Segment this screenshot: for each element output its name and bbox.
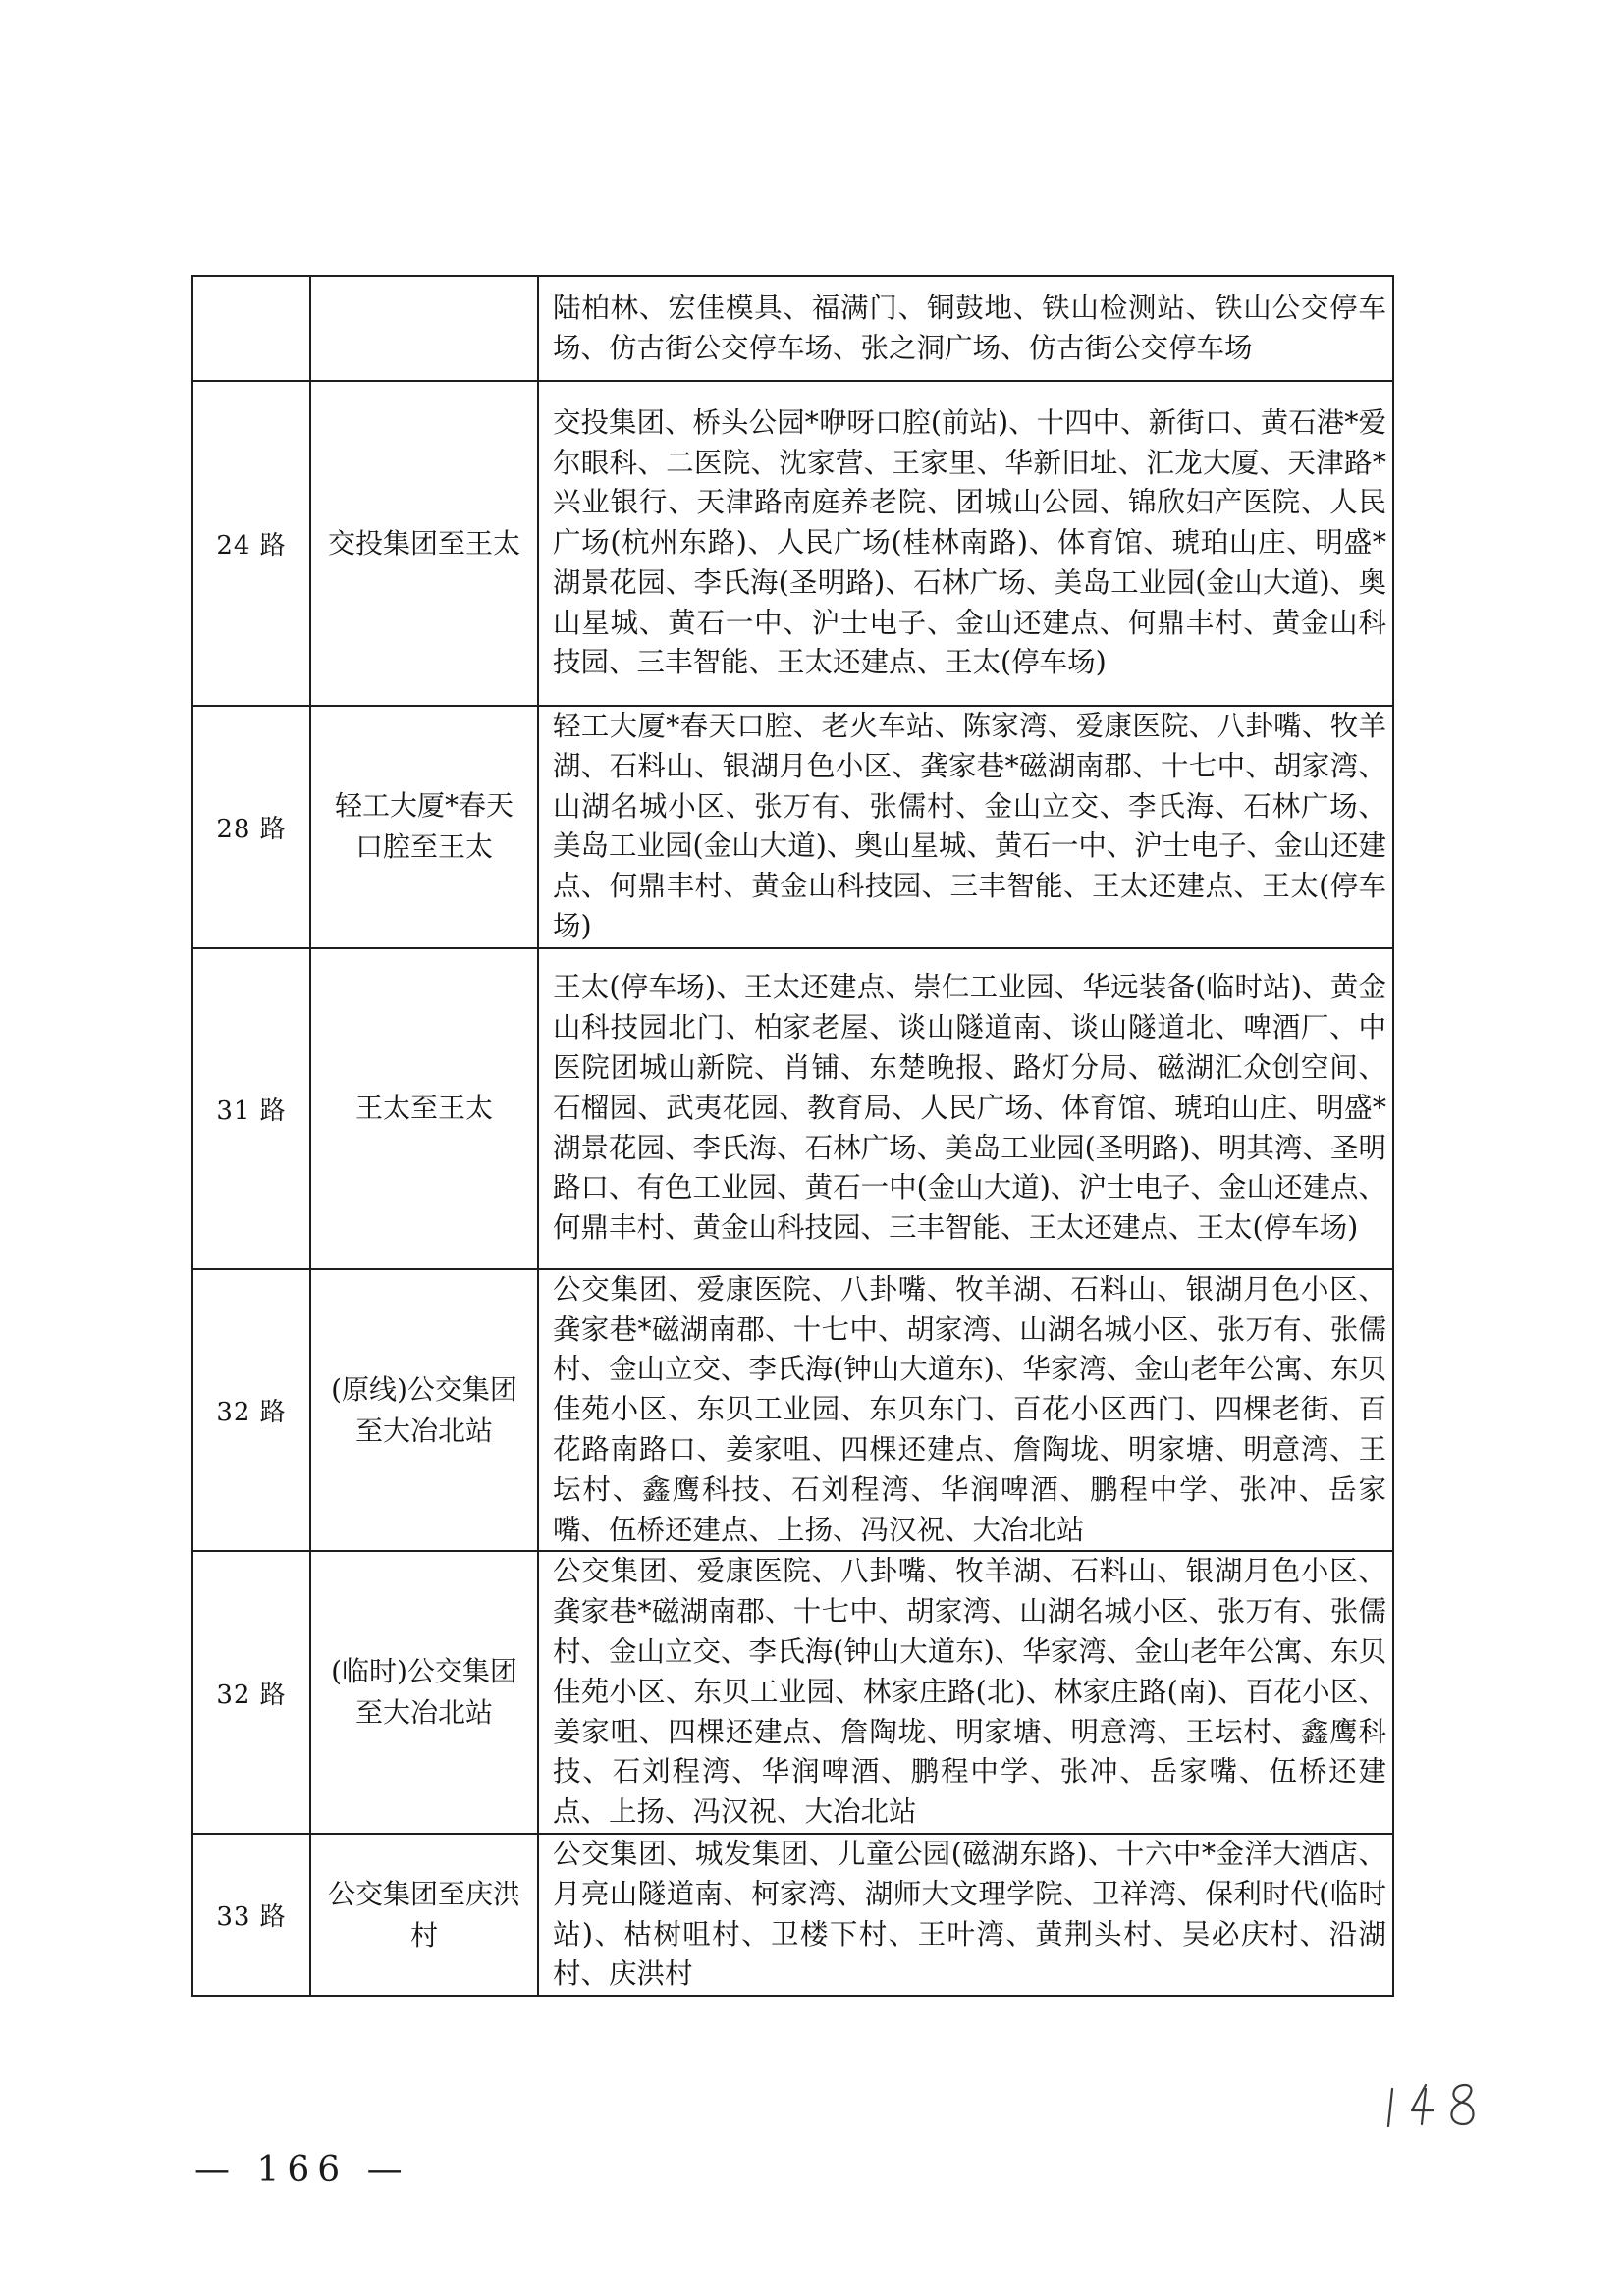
table-row [192,1551,1393,1834]
route-stops-cell: 公交集团、城发集团、儿童公园(磁湖东路)、十六中*金洋大酒店、月亮山隧道南、柯家湾、湖师大文理学院、卫祥湾、保利时代(临时站)、枯树咀村、卫楼下村、王叶湾、黄荆头村、吴必庆村、沿湖村、庆洪村 [538,1834,1393,1996]
route-name-cell: (临时)公交集团至大冶北站 [310,1551,538,1834]
route-name-cell: (原线)公交集团至大冶北站 [310,1269,538,1552]
route-stops-cell: 公交集团、爱康医院、八卦嘴、牧羊湖、石料山、银湖月色小区、龚家巷*磁湖南郡、十七中、胡家湾、山湖名城小区、张万有、张儒村、金山立交、李氏海(钟山大道东)、华家湾、金山老年公寓、东贝佳苑小区、东贝工业园、林家庄路(北)、林家庄路(南)、百花小区、姜家咀、四棵还建点、詹陶垅、明家塘、明意湾、王坛村、鑫鹰科技、石刘程湾、华润啤酒、鹏程中学、张冲、岳家嘴、伍桥还建点、上扬、冯汉祝、大冶北站 [538,1551,1393,1834]
page-number: — 166 — [194,2150,410,2190]
table-row [192,1269,1393,1552]
bus-route-table [191,275,1394,1997]
table-row [192,706,1393,948]
handwritten-page-number [1382,2079,1490,2130]
route-stops-cell: 公交集团、爱康医院、八卦嘴、牧羊湖、石料山、银湖月色小区、龚家巷*磁湖南郡、十七中、胡家湾、山湖名城小区、张万有、张儒村、金山立交、李氏海(钟山大道东)、华家湾、金山老年公寓、东贝佳苑小区、东贝工业园、东贝东门、百花小区西门、四棵老街、百花路南路口、姜家咀、四棵还建点、詹陶垅、明家塘、明意湾、王坛村、鑫鹰科技、石刘程湾、华润啤酒、鹏程中学、张冲、岳家嘴、伍桥还建点、上扬、冯汉祝、大冶北站 [538,1269,1393,1552]
table-row [192,1834,1393,1996]
route-number-cell [192,276,310,381]
route-number-cell: 33 路 [192,1834,310,1996]
route-name-cell: 公交集团至庆洪村 [310,1834,538,1996]
route-name-cell: 王太至王太 [310,948,538,1269]
table-row [192,381,1393,706]
route-number-cell: 28 路 [192,706,310,948]
table-row [192,948,1393,1269]
route-name-cell: 交投集团至王太 [310,381,538,706]
table-row [192,276,1393,381]
route-number-cell: 32 路 [192,1269,310,1552]
route-name-cell: 轻工大厦*春天口腔至王太 [310,706,538,948]
route-name-cell [310,276,538,381]
route-stops-cell: 交投集团、桥头公园*咿呀口腔(前站)、十四中、新街口、黄石港*爱尔眼科、二医院、沈家营、王家里、华新旧址、汇龙大厦、天津路*兴业银行、天津路南庭养老院、团城山公园、锦欣妇产医院、人民广场(杭州东路)、人民广场(桂林南路)、体育馆、琥珀山庄、明盛*湖景花园、李氏海(圣明路)、石林广场、美岛工业园(金山大道)、奥山星城、黄石一中、沪士电子、金山还建点、何鼎丰村、黄金山科技园、三丰智能、王太还建点、王太(停车场) [538,381,1393,706]
handwritten-number-glyphs [1382,2079,1490,2130]
route-stops-cell: 陆柏林、宏佳模具、福满门、铜鼓地、铁山检测站、铁山公交停车场、仿古街公交停车场、张之洞广场、仿古街公交停车场 [538,276,1393,381]
route-stops-cell: 王太(停车场)、王太还建点、崇仁工业园、华远装备(临时站)、黄金山科技园北门、柏家老屋、谈山隧道南、谈山隧道北、啤酒厂、中医院团城山新院、肖铺、东楚晚报、路灯分局、磁湖汇众创空间、石榴园、武夷花园、教育局、人民广场、体育馆、琥珀山庄、明盛*湖景花园、李氏海、石林广场、美岛工业园(圣明路)、明其湾、圣明路口、有色工业园、黄石一中(金山大道)、沪士电子、金山还建点、何鼎丰村、黄金山科技园、三丰智能、王太还建点、王太(停车场) [538,948,1393,1269]
route-stops-cell: 轻工大厦*春天口腔、老火车站、陈家湾、爱康医院、八卦嘴、牧羊湖、石料山、银湖月色小区、龚家巷*磁湖南郡、十七中、胡家湾、山湖名城小区、张万有、张儒村、金山立交、李氏海、石林广场、美岛工业园(金山大道)、奥山星城、黄石一中、沪士电子、金山还建点、何鼎丰村、黄金山科技园、三丰智能、王太还建点、王太(停车场) [538,706,1393,948]
route-number-cell: 31 路 [192,948,310,1269]
route-number-cell: 32 路 [192,1551,310,1834]
route-number-cell: 24 路 [192,381,310,706]
